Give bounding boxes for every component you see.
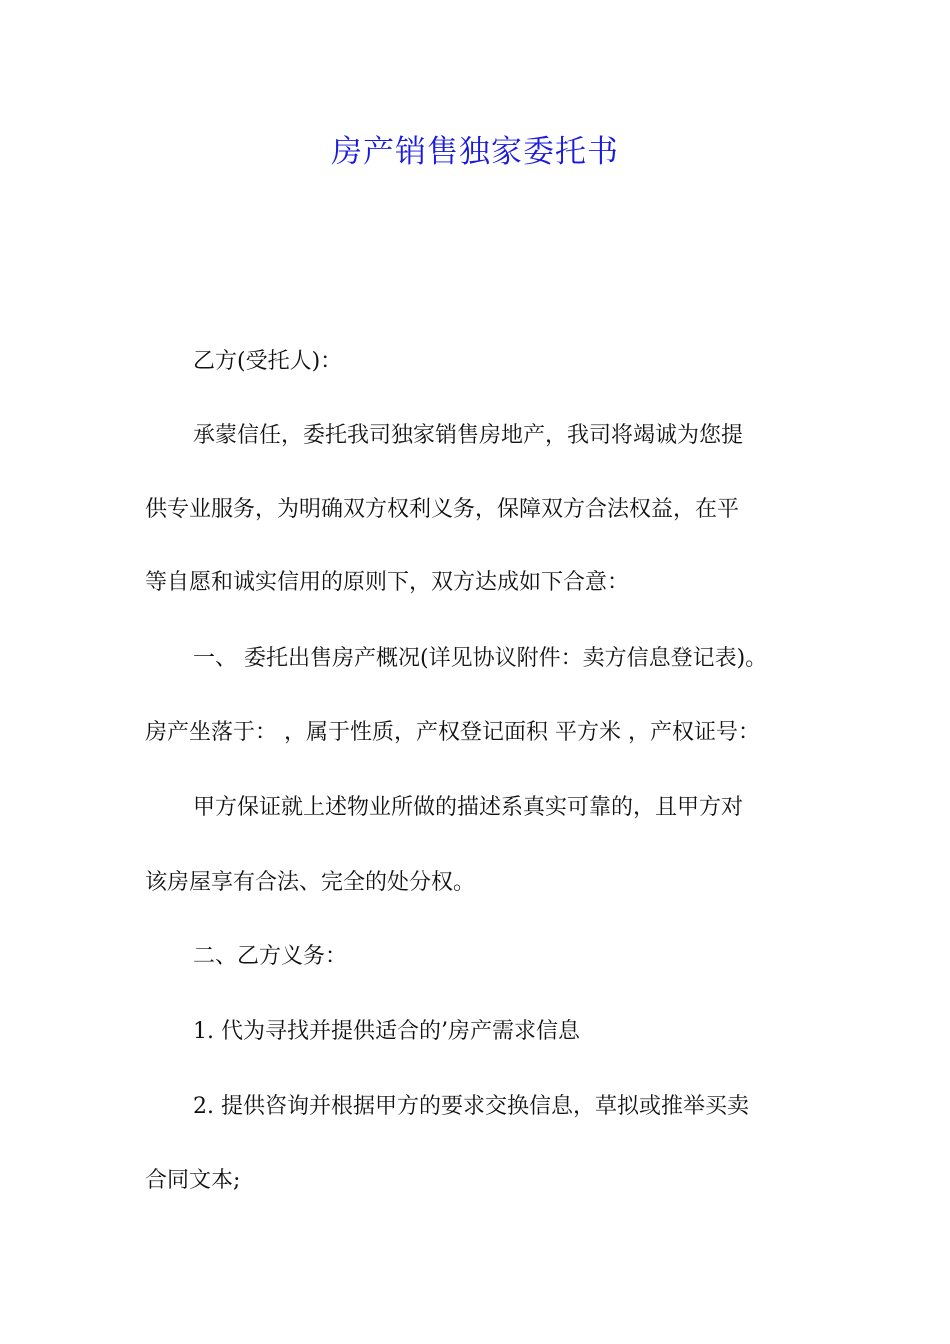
paragraph-line: 合同文本; [145,1168,241,1193]
list-item: 2. 提供咨询并根据甲方的要求交换信息，草拟或推举买卖 [193,1094,749,1119]
document-title: 房产销售独家委托书 [331,134,619,170]
list-item: 1. 代为寻找并提供适合的’房产需求信息 [193,1019,580,1044]
paragraph-line: 房产坐落于： ，属于性质，产权登记面积 平方米 ，产权证号： [145,720,760,745]
paragraph-line: 甲方保证就上述物业所做的描述系真实可靠的，且甲方对 [193,795,744,820]
paragraph-line: 等自愿和诚实信用的原则下，双方达成如下合意： [145,570,630,595]
section-heading-2: 二、乙方义务： [193,944,348,969]
paragraph-line: 承蒙信任，委托我司独家销售房地产，我司将竭诚为您提 [193,423,744,448]
section-heading-1: 一、 委托出售房产概况(详见协议附件：卖方信息登记表)。 [193,646,768,671]
party-b-line: 乙方(受托人)： [193,349,343,374]
paragraph-line: 该房屋享有合法、完全的处分权。 [145,870,476,895]
paragraph-line: 供专业服务，为明确双方权利义务，保障双方合法权益，在平 [145,497,740,522]
